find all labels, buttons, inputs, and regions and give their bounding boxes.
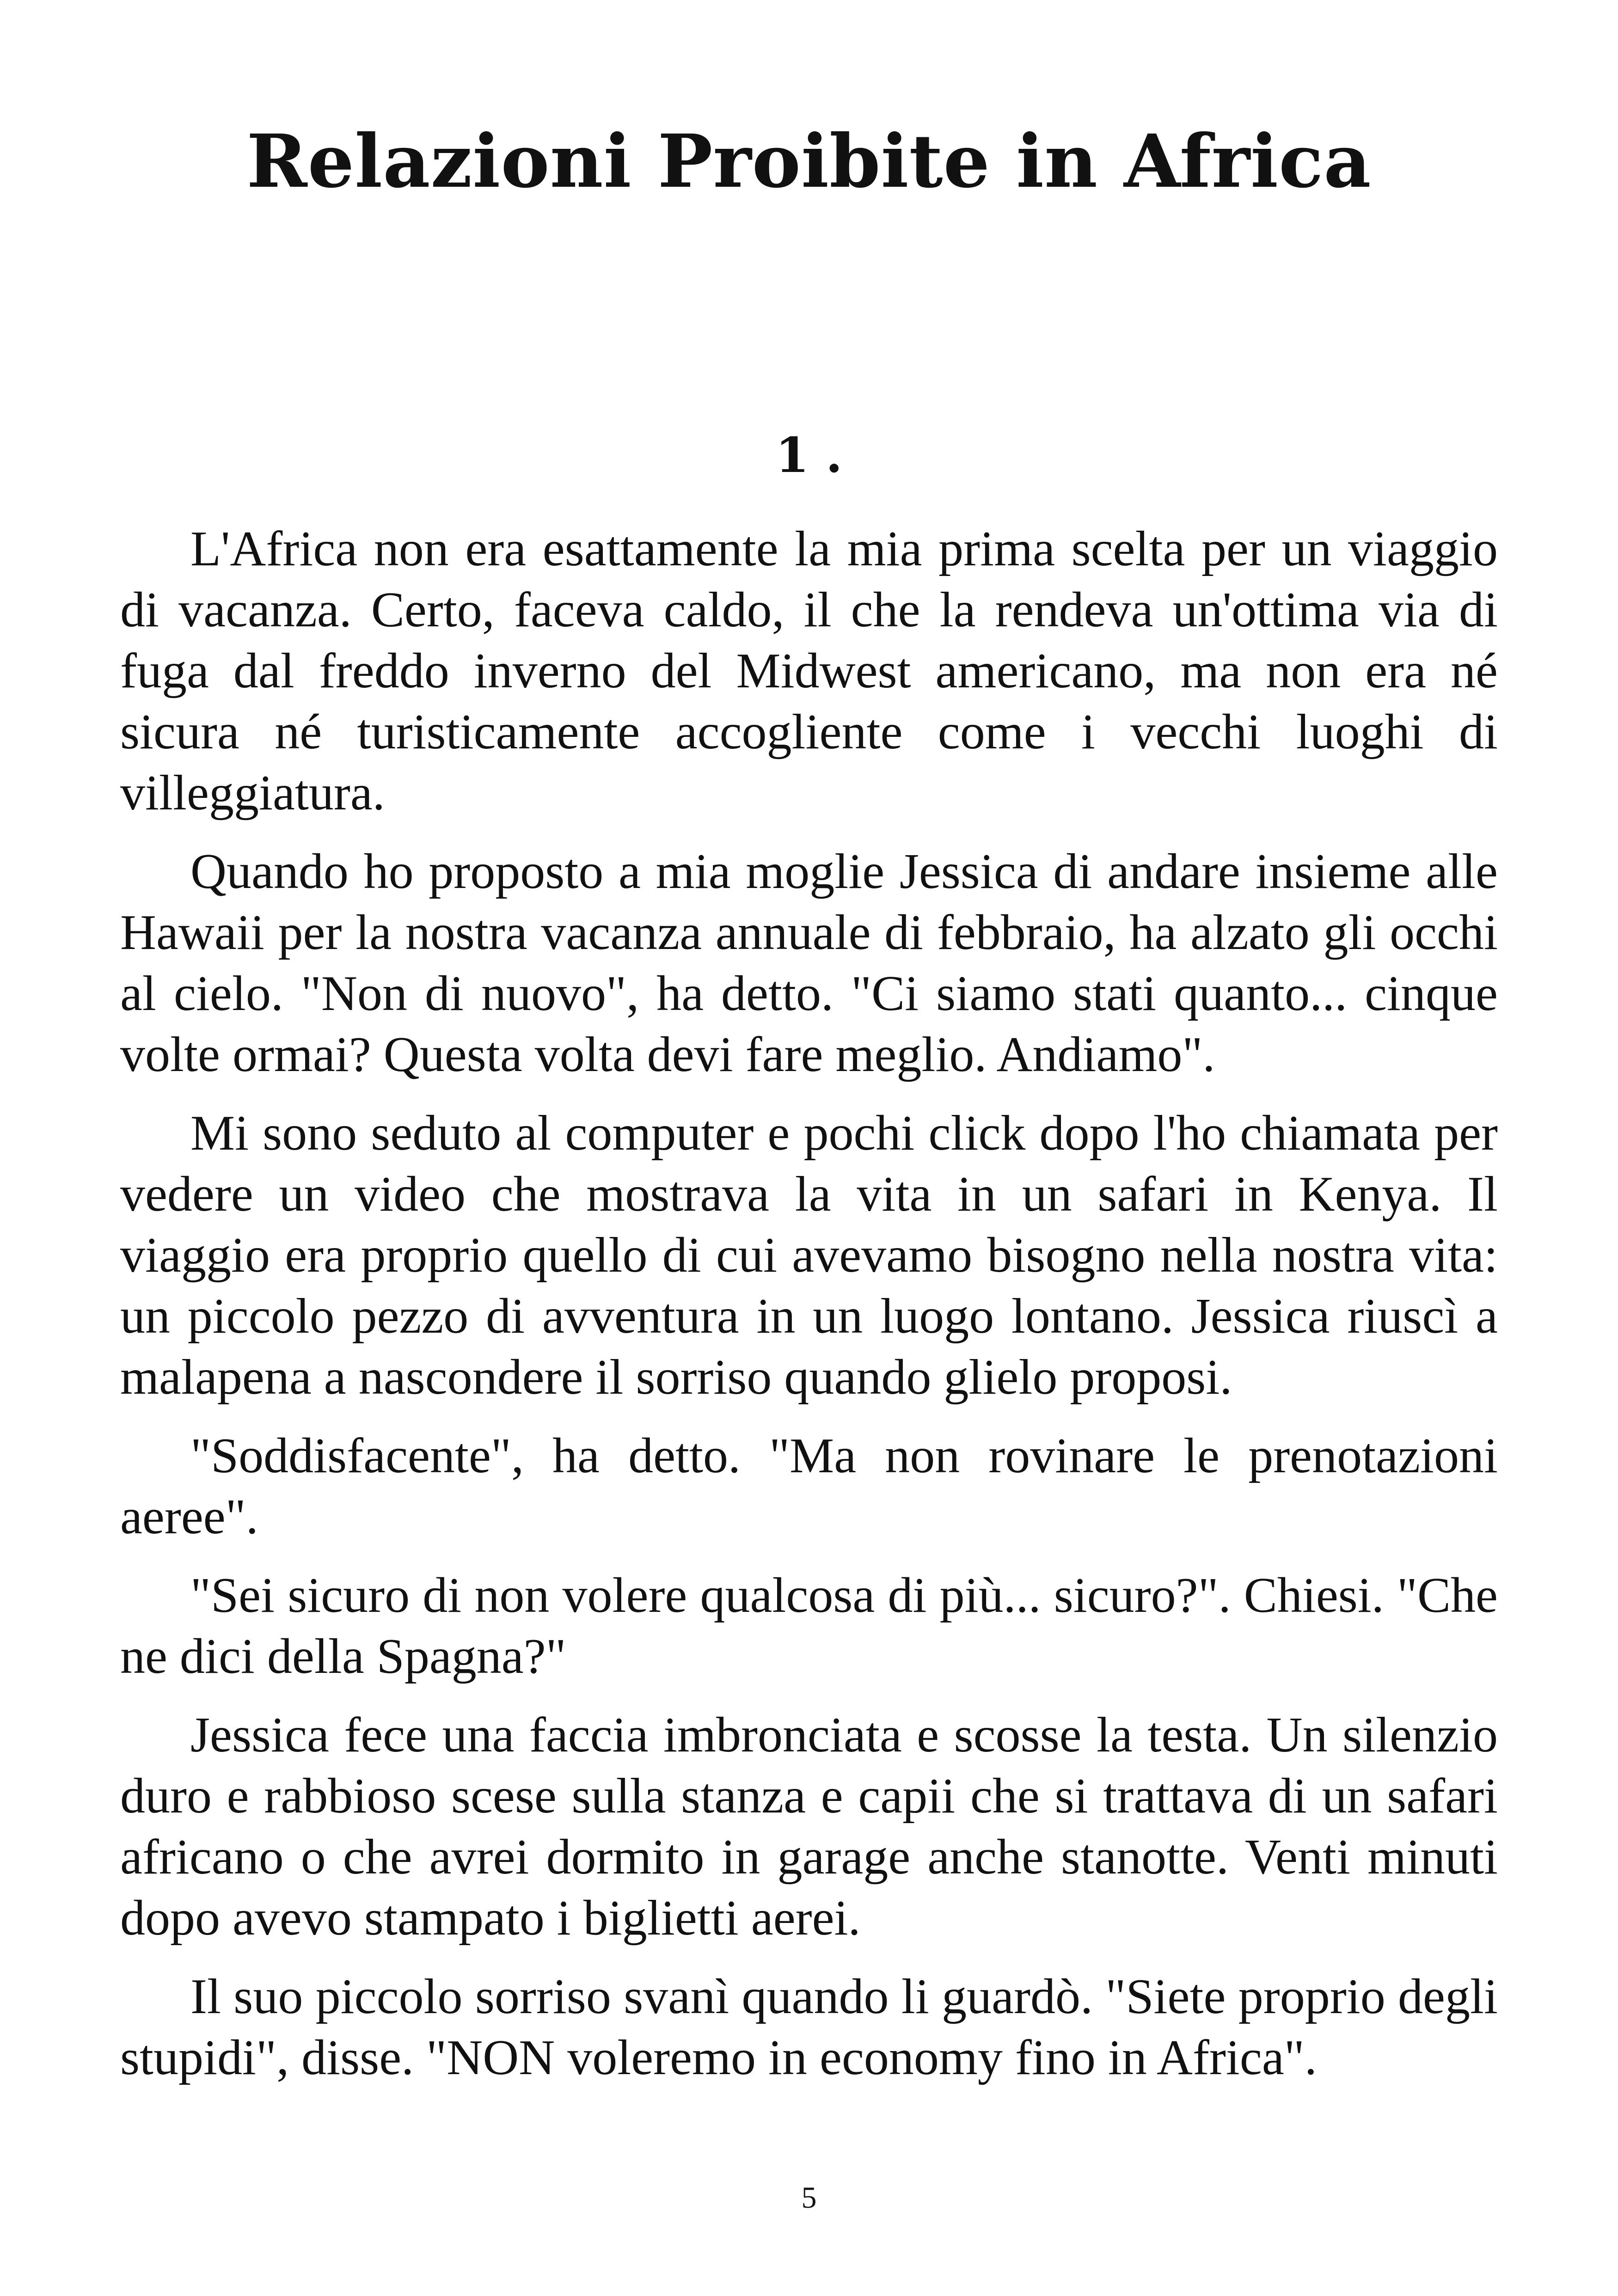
chapter-body (120, 519, 1498, 2106)
paragraph-4: "Soddisfacente", ha detto. "Ma non rovinare le prenotazioni aeree". (120, 1428, 1498, 1544)
paragraph-2: Quando ho proposto a mia moglie Jessica di andare insieme alle Hawaii per la nostra vacanza annuale di febbraio, ha alzato gli occhi al cielo. "Non di nuovo", ha detto. "Ci siamo stati quanto... cinque volte ormai? Questa volta devi fare meglio. Andiamo". (120, 844, 1498, 1082)
paragraph-3: Mi sono seduto al computer e pochi click dopo l'ho chiamata per vedere un video che mostrava la vita in un safari in Kenya. Il viaggio era proprio quello di cui avevamo bisogno nella nostra vita: un piccolo pezzo di avventura in un luogo lontano. Jessica riuscì a malapena a nascondere il sorriso quando glielo proposi. (120, 1106, 1498, 1405)
paragraph-1: L'Africa non era esattamente la mia prima scelta per un viaggio di vacanza. Certo, faceva caldo, il che la rendeva un'ottima via di fuga dal freddo inverno del Midwest americano, ma non era né sicura né turisticamente accogliente come i vecchi luoghi di villeggiatura. (120, 521, 1498, 820)
paragraph-5: "Sei sicuro di non volere qualcosa di più... sicuro?". Chiesi. "Che ne dici della Spagna?" (120, 1568, 1498, 1684)
chapter-number: 1 . (775, 427, 843, 484)
page-number: 5 (801, 2181, 817, 2215)
paragraph-6: Jessica fece una faccia imbronciata e scosse la testa. Un silenzio duro e rabbioso scese sulla stanza e capii che si trattava di un safari africano o che avrei dormito in garage anche stanotte. Venti minuti dopo avevo stampato i biglietti aerei. (120, 1708, 1498, 1946)
paragraph-7: Il suo piccolo sorriso svanì quando li guardò. "Siete proprio degli stupidi", disse. "NON voleremo in economy fino in Africa". (120, 1969, 1498, 2085)
book-title: Relazioni Proibite in Africa (246, 119, 1372, 204)
